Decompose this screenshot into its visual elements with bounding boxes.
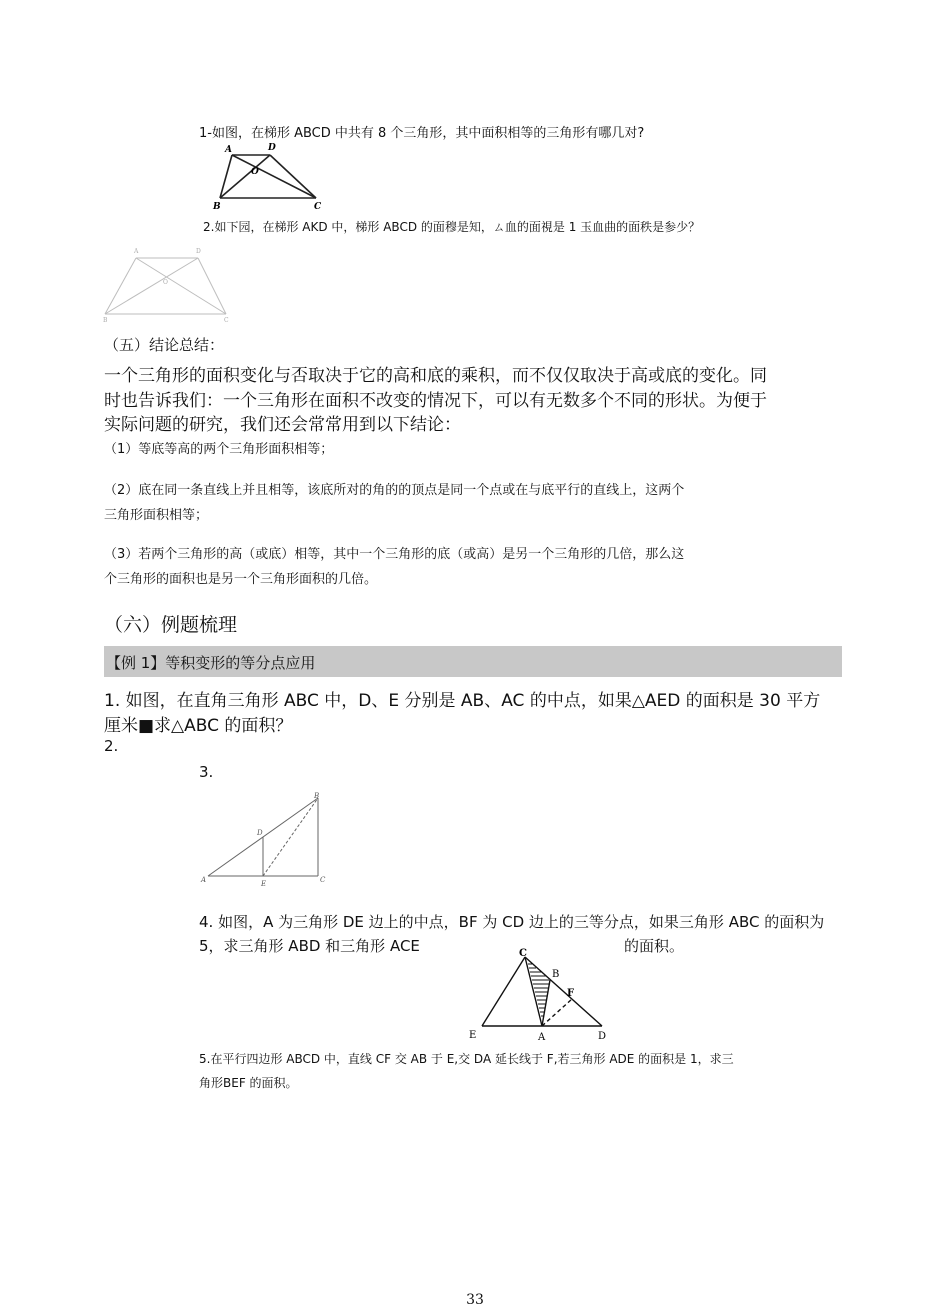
example-question-4-line-2: 5，求三角形 ABD 和三角形 ACE: [199, 937, 420, 955]
fig4-label-d: D: [598, 1031, 607, 1042]
example-item-3: 3.: [199, 763, 214, 781]
rule-2-line-2: 三角形面积相等；: [104, 508, 209, 523]
fig4-label-c: C: [519, 948, 527, 959]
fig4-label-a: A: [538, 1032, 546, 1043]
example-question-5-line-1: 5.在平行四边形 ABCD 中，直线 CF 交 AB 于 E,交 DA 延长线于 F,若三角形 ADE 的面积是 1，求三: [199, 1052, 734, 1066]
fig1-label-o: O: [251, 167, 259, 177]
fig2-label-o: O: [163, 279, 168, 286]
hatched-triangle-figure: [462, 944, 612, 1044]
fig2-label-b: B: [103, 317, 108, 324]
rule-2-line-1: （2）底在同一条直线上并且相等，该底所对的角的的顶点是同一个点或在与底平行的直线上，这两个: [104, 483, 685, 498]
example-question-4-tail: 的面积。: [624, 937, 685, 955]
section-5-heading: （五）结论总结：: [104, 336, 225, 354]
question-1-text: 1-如图，在梯形 ABCD 中共有 8 个三角形，其中面积相等的三角形有哪几对?: [199, 126, 645, 141]
fig3-label-a: A: [201, 876, 207, 884]
example-1-title: 【例 1】等积变形的等分点应用: [106, 654, 316, 672]
fig1-label-c: C: [314, 202, 322, 212]
question-2-text: 2.如下园，在梯形 AKD 中，梯形 ABCD 的面穆是知，ㄙ血的面視是 1 玉血曲的面秩是参少？: [203, 220, 701, 234]
fig3-label-e: E: [261, 880, 267, 888]
page-number: 33: [466, 1292, 484, 1308]
fig1-label-b: B: [213, 202, 221, 212]
section-6-heading: （六）例题梳理: [104, 614, 238, 636]
rule-3-line-1: （3）若两个三角形的高（或底）相等，其中一个三角形的底（或高）是另一个三角形的几倍，那么这: [104, 547, 685, 562]
example-question-1-line-2: 厘米■求△ABC 的面积？: [104, 716, 293, 736]
example-item-2: 2.: [104, 737, 119, 755]
trapezoid-figure-2: [102, 244, 232, 324]
example-question-1-line-1: 1. 如图，在直角三角形 ABC 中，D、E 分别是 AB、AC 的中点，如果△AED 的面积是 30 平方: [104, 691, 821, 711]
example-question-5-line-2: 角形BEF 的面积。: [199, 1076, 298, 1090]
right-triangle-figure: [196, 790, 336, 890]
fig1-label-a: A: [225, 145, 232, 155]
conclusion-line-1: 一个三角形的面积变化与否取决于它的高和底的乘积，而不仅仅取决于高或底的变化。同: [104, 366, 767, 386]
fig2-label-a: A: [134, 248, 139, 255]
example-question-4-line-1: 4. 如图，A 为三角形 DE 边上的中点，BF 为 CD 边上的三等分点，如果三角形 ABC 的面积为: [199, 913, 825, 931]
rule-1: （1）等底等高的两个三角形面积相等；: [104, 442, 334, 457]
fig3-label-c: C: [320, 876, 326, 884]
fig3-label-b: B: [314, 792, 320, 800]
fig2-label-d: D: [196, 248, 201, 255]
fig1-label-d: D: [268, 143, 276, 153]
conclusion-line-3: 实际问题的研究，我们还会常常用到以下结论：: [104, 415, 461, 435]
fig4-label-b: B: [552, 969, 560, 980]
fig3-label-d: D: [257, 829, 263, 837]
rule-3-line-2: 个三角形的面积也是另一个三角形面积的几倍。: [104, 572, 378, 587]
fig2-label-c: C: [224, 317, 229, 324]
conclusion-line-2: 时也告诉我们：一个三角形在面积不改变的情况下，可以有无数多个不同的形状。为便于: [104, 391, 767, 411]
fig4-label-e: E: [469, 1030, 477, 1041]
trapezoid-figure-1: [212, 140, 332, 212]
fig4-label-f: F: [567, 988, 575, 999]
